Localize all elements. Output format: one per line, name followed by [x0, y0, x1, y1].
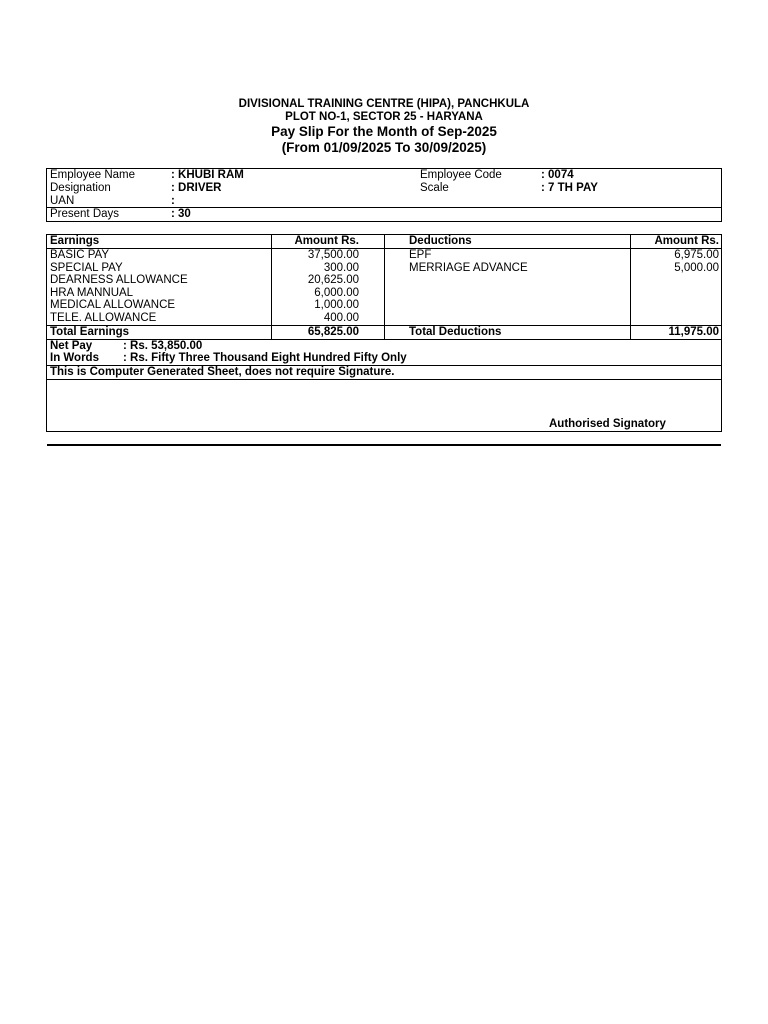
total-deductions-label: Total Deductions [409, 326, 502, 338]
earning-amount: 20,625.00 [307, 274, 359, 286]
earning-label: TELE. ALLOWANCE [50, 311, 157, 324]
designation-value: : DRIVER [171, 182, 222, 194]
bottom-rule [47, 444, 721, 446]
deduction-label: EPF [409, 249, 432, 261]
earning-amount: 6,000.00 [314, 286, 359, 299]
scale-value: : 7 TH PAY [541, 182, 598, 194]
in-words-value: : Rs. Fifty Three Thousand Eight Hundred Fifty Only [123, 352, 407, 364]
employee-name-value: : KHUBI RAM [171, 169, 244, 181]
earning-amount: 300.00 [323, 261, 359, 274]
earning-label: SPECIAL PAY [50, 261, 123, 274]
earning-amount: 1,000.00 [314, 299, 359, 311]
deduction-label: MERRIAGE ADVANCE [409, 261, 528, 274]
present-days-value: : 30 [171, 208, 191, 220]
in-words-label: In Words [50, 352, 99, 364]
earning-amount: 400.00 [323, 311, 359, 324]
organization-name: DIVISIONAL TRAINING CENTRE (HIPA), PANCHKULA [238, 98, 530, 110]
payslip-period: (From 01/09/2025 To 30/09/2025) [281, 140, 487, 155]
total-deductions-amount: 11,975.00 [668, 326, 719, 338]
earning-amount: 37,500.00 [307, 249, 359, 261]
note-bottom-divider [46, 379, 722, 380]
total-earnings-amount: 65,825.00 [307, 326, 359, 338]
earning-label: HRA MANNUAL [50, 286, 134, 299]
net-pay-label: Net Pay [50, 340, 93, 352]
deductions-amount-header: Amount Rs. [654, 235, 719, 247]
scale-label: Scale [420, 182, 449, 194]
organization-address: PLOT NO-1, SECTOR 25 - HARYANA [285, 111, 483, 123]
earnings-deductions-divider [384, 234, 385, 339]
present-days-label: Present Days [50, 208, 120, 220]
computer-generated-note: This is Computer Generated Sheet, does not require Signature. [50, 366, 395, 378]
employee-details-box [46, 168, 722, 222]
total-earnings-label: Total Earnings [50, 326, 130, 338]
payslip-title: Pay Slip For the Month of Sep-2025 [271, 124, 497, 139]
payslip-header [0, 97, 768, 155]
net-pay-value: : Rs. 53,850.00 [123, 340, 203, 352]
earnings-amount-header: Amount Rs. [294, 235, 359, 247]
employee-code-label: Employee Code [420, 169, 502, 181]
employee-code-value: : 0074 [541, 169, 574, 181]
deduction-amount: 5,000.00 [674, 261, 719, 274]
uan-label: UAN [50, 195, 75, 207]
authorised-signatory: Authorised Signatory [549, 418, 666, 430]
present-days-divider [46, 207, 722, 208]
employee-name-label: Employee Name [50, 169, 136, 181]
designation-label: Designation [50, 182, 111, 194]
uan-value: : [171, 195, 175, 207]
earnings-header: Earnings [50, 235, 100, 247]
earning-label: BASIC PAY [50, 249, 110, 261]
deductions-header: Deductions [409, 235, 472, 247]
earning-label: DEARNESS ALLOWANCE [50, 274, 188, 286]
deduction-amount: 6,975.00 [674, 249, 719, 261]
earning-label: MEDICAL ALLOWANCE [50, 299, 176, 311]
